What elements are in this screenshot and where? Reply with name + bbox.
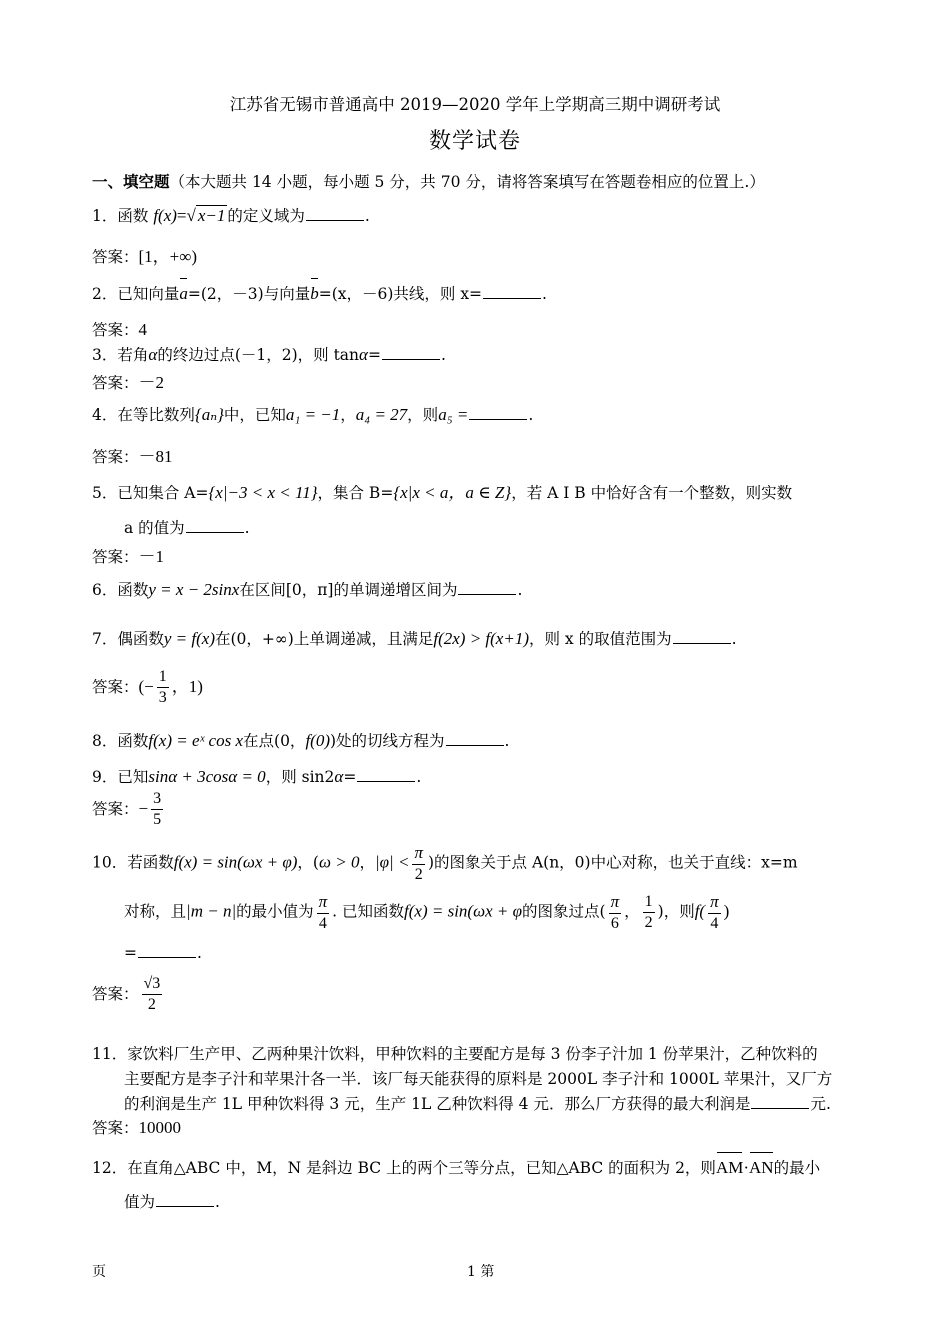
q-text: a 的值为 xyxy=(124,519,185,537)
q-text: . xyxy=(197,944,202,962)
q-text: 已知向量 xyxy=(117,285,180,303)
q-math: ) xyxy=(723,901,730,921)
q-text: . xyxy=(416,768,422,786)
q-text: )处的切线方程为 xyxy=(329,732,445,750)
question-12 xyxy=(92,1156,820,1178)
q-text: 中，已知 xyxy=(223,406,286,424)
answer-blank xyxy=(156,1205,214,1207)
answer-label: 答案： xyxy=(92,677,139,696)
question-3 xyxy=(92,343,446,365)
q-number: 7． xyxy=(92,630,118,648)
question-6 xyxy=(92,578,522,600)
q-math: {x|−3 < x < 11} xyxy=(208,483,318,502)
question-10-line3 xyxy=(124,944,202,962)
q-math: x−1 xyxy=(197,206,226,225)
q-math: |m − n| xyxy=(186,901,237,921)
vector-am: AM xyxy=(715,1158,744,1177)
q-text: 在直角△ABC 中，M，N 是斜边 BC 上的两个三等分点，已知△ABC 的面积为 2，则 xyxy=(127,1159,716,1177)
q-math: {aₙ} xyxy=(194,405,224,424)
question-10-line2 xyxy=(124,892,729,933)
answer-value: －1 xyxy=(138,547,165,566)
q-math: f( xyxy=(694,901,706,921)
answer-blank xyxy=(673,642,731,644)
q-math: y = x − 2sinx xyxy=(148,580,240,599)
q-text: ， xyxy=(359,853,375,872)
q-math: f(0) xyxy=(305,731,330,750)
fraction: $\frac{1}{3}$ xyxy=(158,668,167,707)
section-desc: （本大题共 14 小题，每小题 5 分，共 70 分，请将答案填写在答题卷相应的位置上.） xyxy=(169,173,765,191)
q-text: ，若 A I B 中恰好含有一个整数，则实数 xyxy=(511,484,793,502)
answer-value: [1，+∞) xyxy=(138,247,198,266)
q-number: 6． xyxy=(92,581,118,599)
q-text: 元. xyxy=(810,1095,831,1113)
q-number: 9． xyxy=(92,768,118,786)
q-math: α xyxy=(148,345,158,364)
q-text: 的图象过点( xyxy=(522,902,606,921)
answer-blank xyxy=(306,219,364,221)
q-text: ，则 sin2 xyxy=(265,768,335,786)
q-text: = xyxy=(343,768,357,786)
answer-value: (− xyxy=(138,676,154,696)
answer-value: ，1) xyxy=(171,676,203,696)
question-5 xyxy=(92,478,792,503)
q-math: α xyxy=(334,767,344,786)
answer-value: 4 xyxy=(138,320,148,339)
q-number: 10． xyxy=(92,853,128,872)
q-math: ω > 0 xyxy=(318,852,360,872)
answer-blank xyxy=(382,358,440,360)
q-text: . 已知函数 xyxy=(332,902,405,921)
page-number: 1 第 xyxy=(467,1264,495,1280)
q-math: f(x) = sin(ωx + φ) xyxy=(173,852,298,872)
q-math: α xyxy=(359,345,368,364)
q-text: 的最小值为 xyxy=(236,902,314,921)
question-12-line2 xyxy=(124,1190,220,1212)
q-text: . xyxy=(517,581,523,599)
q-text: = xyxy=(367,346,381,364)
answer-2 xyxy=(92,318,147,340)
q-text: 在区间[0，π]的单调递增区间为 xyxy=(239,581,458,599)
q-number: 12． xyxy=(92,1159,128,1177)
q-math: a₅ = xyxy=(438,405,469,424)
q-text: )的图象关于点 A(n，0)中心对称，也关于直线：x=m xyxy=(427,853,798,872)
question-11-line3 xyxy=(124,1092,831,1114)
q-text: 函数 xyxy=(117,732,149,750)
q-number: 5． xyxy=(92,484,118,502)
q-number: 11． xyxy=(92,1045,128,1063)
exam-title: 江苏省无锡市普通高中 2019—2020 学年上学期高三期中调研考试 xyxy=(229,95,721,114)
sqrt-sign: √ xyxy=(186,206,196,225)
q-text: = xyxy=(124,944,137,962)
q-math: a₁ = −1 xyxy=(285,405,341,424)
q-text: . xyxy=(364,207,370,225)
fraction: $\frac{1}{2}$ xyxy=(644,892,653,931)
q-text: 函数 xyxy=(117,581,149,599)
q-text: =(x，－6)共线，则 x= xyxy=(318,285,483,303)
q-text: ， xyxy=(340,406,356,424)
q-text: 值为 xyxy=(124,1193,156,1211)
question-2 xyxy=(92,282,547,304)
q-text: 在点(0， xyxy=(243,732,306,750)
question-7 xyxy=(92,627,737,649)
section-heading xyxy=(92,170,765,192)
fraction: $\frac{√3}{2}$ xyxy=(143,975,161,1014)
answer-blank xyxy=(186,531,244,533)
q-math: sinα + 3cosα = 0 xyxy=(148,767,266,786)
vector-b: b xyxy=(310,284,319,303)
q-math: {x|x < a，a ∈ Z} xyxy=(393,483,512,502)
q-text: 偶函数 xyxy=(117,630,164,648)
q-text: ，则 x 的取值范围为 xyxy=(528,630,672,648)
question-5-line2 xyxy=(124,516,250,538)
q-text: 的终边过点(－1，2)，则 tan xyxy=(157,346,360,364)
answer-label: 答案： xyxy=(92,548,139,566)
q-text: 已知 xyxy=(117,768,149,786)
q-number: 8． xyxy=(92,732,118,750)
answer-1 xyxy=(92,242,197,267)
q-number: 1． xyxy=(92,207,118,225)
answer-10 xyxy=(92,975,165,1015)
q-math: y = f(x) xyxy=(163,629,215,648)
q-text: 主要配方是李子汁和苹果汁各一半．该厂每天能获得的原料是 2000L 李子汁和 1000L 苹果汁，又厂方 xyxy=(124,1070,833,1088)
fraction: $\frac{\pi}{4}$ xyxy=(318,892,328,932)
footer-left: 页 xyxy=(92,1264,106,1280)
q-text: . xyxy=(440,346,446,364)
exam-subtitle: 数学试卷 xyxy=(428,129,521,154)
section-title: 一、填空题 xyxy=(92,172,170,191)
fraction: $\frac{\pi}{4}$ xyxy=(710,892,719,932)
q-text: . xyxy=(215,1193,220,1211)
answer-blank xyxy=(483,297,541,299)
q-text: ，则 xyxy=(407,406,439,424)
q-text: . xyxy=(504,732,510,750)
q-math: = xyxy=(176,206,187,225)
answer-blank xyxy=(138,956,196,958)
q-math: · xyxy=(743,1158,750,1177)
q-math: a₄ = 27 xyxy=(355,405,408,424)
answer-label: 答案： xyxy=(92,1119,139,1137)
answer-blank xyxy=(446,744,504,746)
answer-blank xyxy=(751,1107,809,1109)
question-1 xyxy=(92,204,370,226)
q-text: )，则 xyxy=(657,902,695,921)
answer-3 xyxy=(92,368,164,393)
vector-an: AN xyxy=(749,1158,774,1177)
answer-label: 答案： xyxy=(92,448,139,466)
fraction: $\frac{3}{5}$ xyxy=(153,790,162,829)
answer-label: 答案： xyxy=(92,374,139,392)
q-text: =(2，－3)与向量 xyxy=(187,285,311,303)
q-text: 函数 xyxy=(117,207,149,225)
q-text: ，( xyxy=(297,853,319,872)
q-text: 的利润是生产 1L 甲种饮料得 3 元，生产 1L 乙种饮料得 4 元．那么厂方获得的最大利润是 xyxy=(124,1095,751,1113)
fraction: $\frac{\pi}{6}$ xyxy=(610,892,620,932)
answer-7 xyxy=(92,668,203,708)
q-text: . xyxy=(731,630,737,648)
answer-label: 答案： xyxy=(92,321,139,339)
q-number: 2． xyxy=(92,285,118,303)
answer-4 xyxy=(92,442,173,467)
q-text: 在等比数列 xyxy=(117,406,195,424)
answer-label: 答案： xyxy=(92,799,139,818)
answer-label: 答案： xyxy=(92,984,139,1003)
question-4 xyxy=(92,403,533,425)
question-11-line2 xyxy=(124,1067,832,1089)
q-number: 3． xyxy=(92,346,118,364)
answer-blank xyxy=(469,418,527,420)
answer-value: －2 xyxy=(138,373,165,392)
q-text: 已知集合 A= xyxy=(117,484,209,502)
answer-value: − xyxy=(138,798,149,818)
q-text: . xyxy=(528,406,534,424)
q-math: f(x) xyxy=(153,206,177,225)
q-text: 若角 xyxy=(117,346,149,364)
fraction: $\frac{\pi}{2}$ xyxy=(414,843,423,883)
q-math: f(x) = sin(ωx + φ xyxy=(404,901,523,921)
answer-9 xyxy=(92,790,166,830)
vector-a: a xyxy=(179,284,188,303)
answer-5 xyxy=(92,542,164,567)
q-text: ，集合 B= xyxy=(317,484,394,502)
answer-value: 10000 xyxy=(138,1118,182,1137)
answer-blank xyxy=(458,593,516,595)
answer-label: 答案： xyxy=(92,248,139,266)
question-11 xyxy=(92,1042,818,1064)
q-math: |φ| < xyxy=(374,852,410,872)
answer-value: －81 xyxy=(138,447,173,466)
q-math: f(x) = eˣ cos x xyxy=(148,731,244,750)
question-10 xyxy=(92,843,798,884)
q-text: 对称，且 xyxy=(124,902,187,921)
question-8 xyxy=(92,729,509,751)
q-text: 的最小 xyxy=(773,1159,821,1177)
q-text: ， xyxy=(624,902,640,921)
q-text: 家饮料厂生产甲、乙两种果汁饮料，甲种饮料的主要配方是每 3 份李子汁加 1 份苹果汁，乙种饮料的 xyxy=(127,1045,818,1063)
q-text: . xyxy=(244,519,250,537)
q-text: 若函数 xyxy=(127,853,174,872)
answer-11 xyxy=(92,1116,181,1138)
q-text: 在(0，+∞)上单调递减，且满足 xyxy=(215,630,434,648)
q-number: 4． xyxy=(92,406,118,424)
q-math: f(2x) > f(x+1) xyxy=(433,629,529,648)
answer-blank xyxy=(357,780,415,782)
q-text: . xyxy=(542,285,547,303)
question-9 xyxy=(92,765,421,787)
q-text: 的定义域为 xyxy=(227,207,305,225)
